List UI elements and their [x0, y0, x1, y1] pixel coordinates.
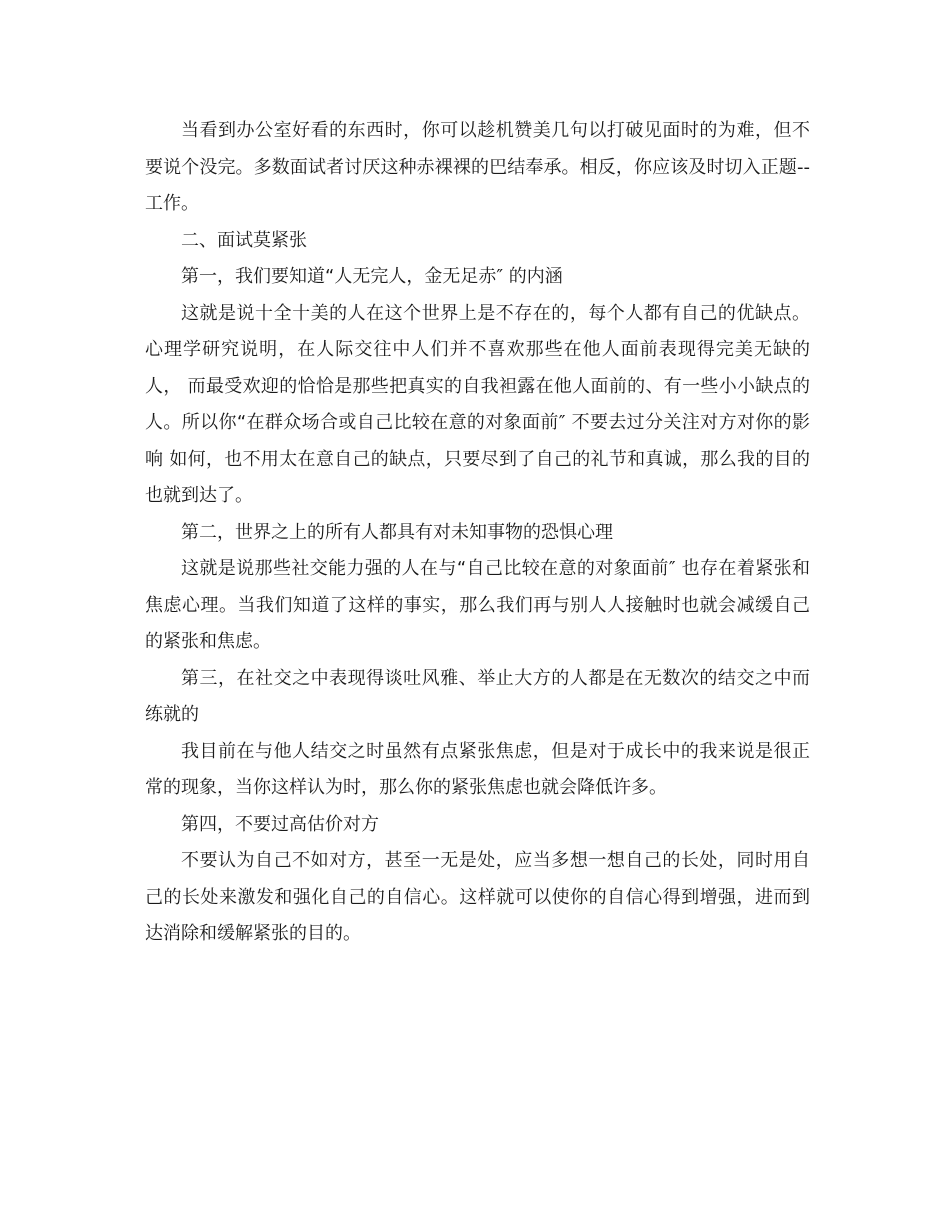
- paragraph-nobody-perfect: 这就是说十全十美的人在这个世界上是不存在的，每个人都有自己的优缺点。心理学研究说明，在人际交往中人们并不喜欢那些在他人面前表现得完美无缺的人， 而最受欢迎的恰恰是那些把真实的自我袒露在他人面前的、有一些小小缺点的人。所以你“在群众场合或自己比较在意的对象面前″ 不要去过分关注对方对你的影响 如何，也不用太在意自己的缺点，只要尽到了自己的礼节和真诚，那么我的目的也就到达了。: [145, 302, 810, 506]
- section-heading-interview-nerves: 二、面试莫紧张: [181, 229, 307, 251]
- paragraph-social-anxiety: 这就是说那些社交能力强的人在与“自己比较在意的对象面前″ 也存在着紧张和焦虑心理。当我们知道了这样的事实，那么我们再与别人人接触时也就会减缓自己的紧张和焦虑。: [145, 558, 810, 652]
- paragraph-self-confidence: 不要认为自己不如对方，甚至一无是处，应当多想一想自己的长处，同时用自己的长处来激发和强化自己的自信心。这样就可以使你的自信心得到增强，进而到达消除和缓解紧张的目的。: [145, 850, 810, 944]
- point-two-heading: 第二，世界之上的所有人都具有对未知事物的恐惧心理: [181, 521, 613, 543]
- point-three-heading: 第三，在社交之中表现得谈吐风雅、举止大方的人都是在无数次的结交之中而练就的: [145, 667, 810, 725]
- paragraph-normal-growth: 我目前在与他人结交之时虽然有点紧张焦虑，但是对于成长中的我来说是很正常的现象，当你这样认为时，那么你的紧张焦虑也就会降低许多。: [145, 740, 810, 798]
- document-body: [145, 113, 810, 953]
- point-four-heading: 第四，不要过高估价对方: [181, 813, 379, 835]
- paragraph-compliment-office: 当看到办公室好看的东西时，你可以趁机赞美几句以打破见面时的为难，但不要说个没完。多数面试者讨厌这种赤裸裸的巴结奉承。相反，你应该及时切入正题-- 工作。: [145, 120, 810, 214]
- point-one-heading: 第一，我们要知道“人无完人，金无足赤″ 的内涵: [181, 266, 563, 287]
